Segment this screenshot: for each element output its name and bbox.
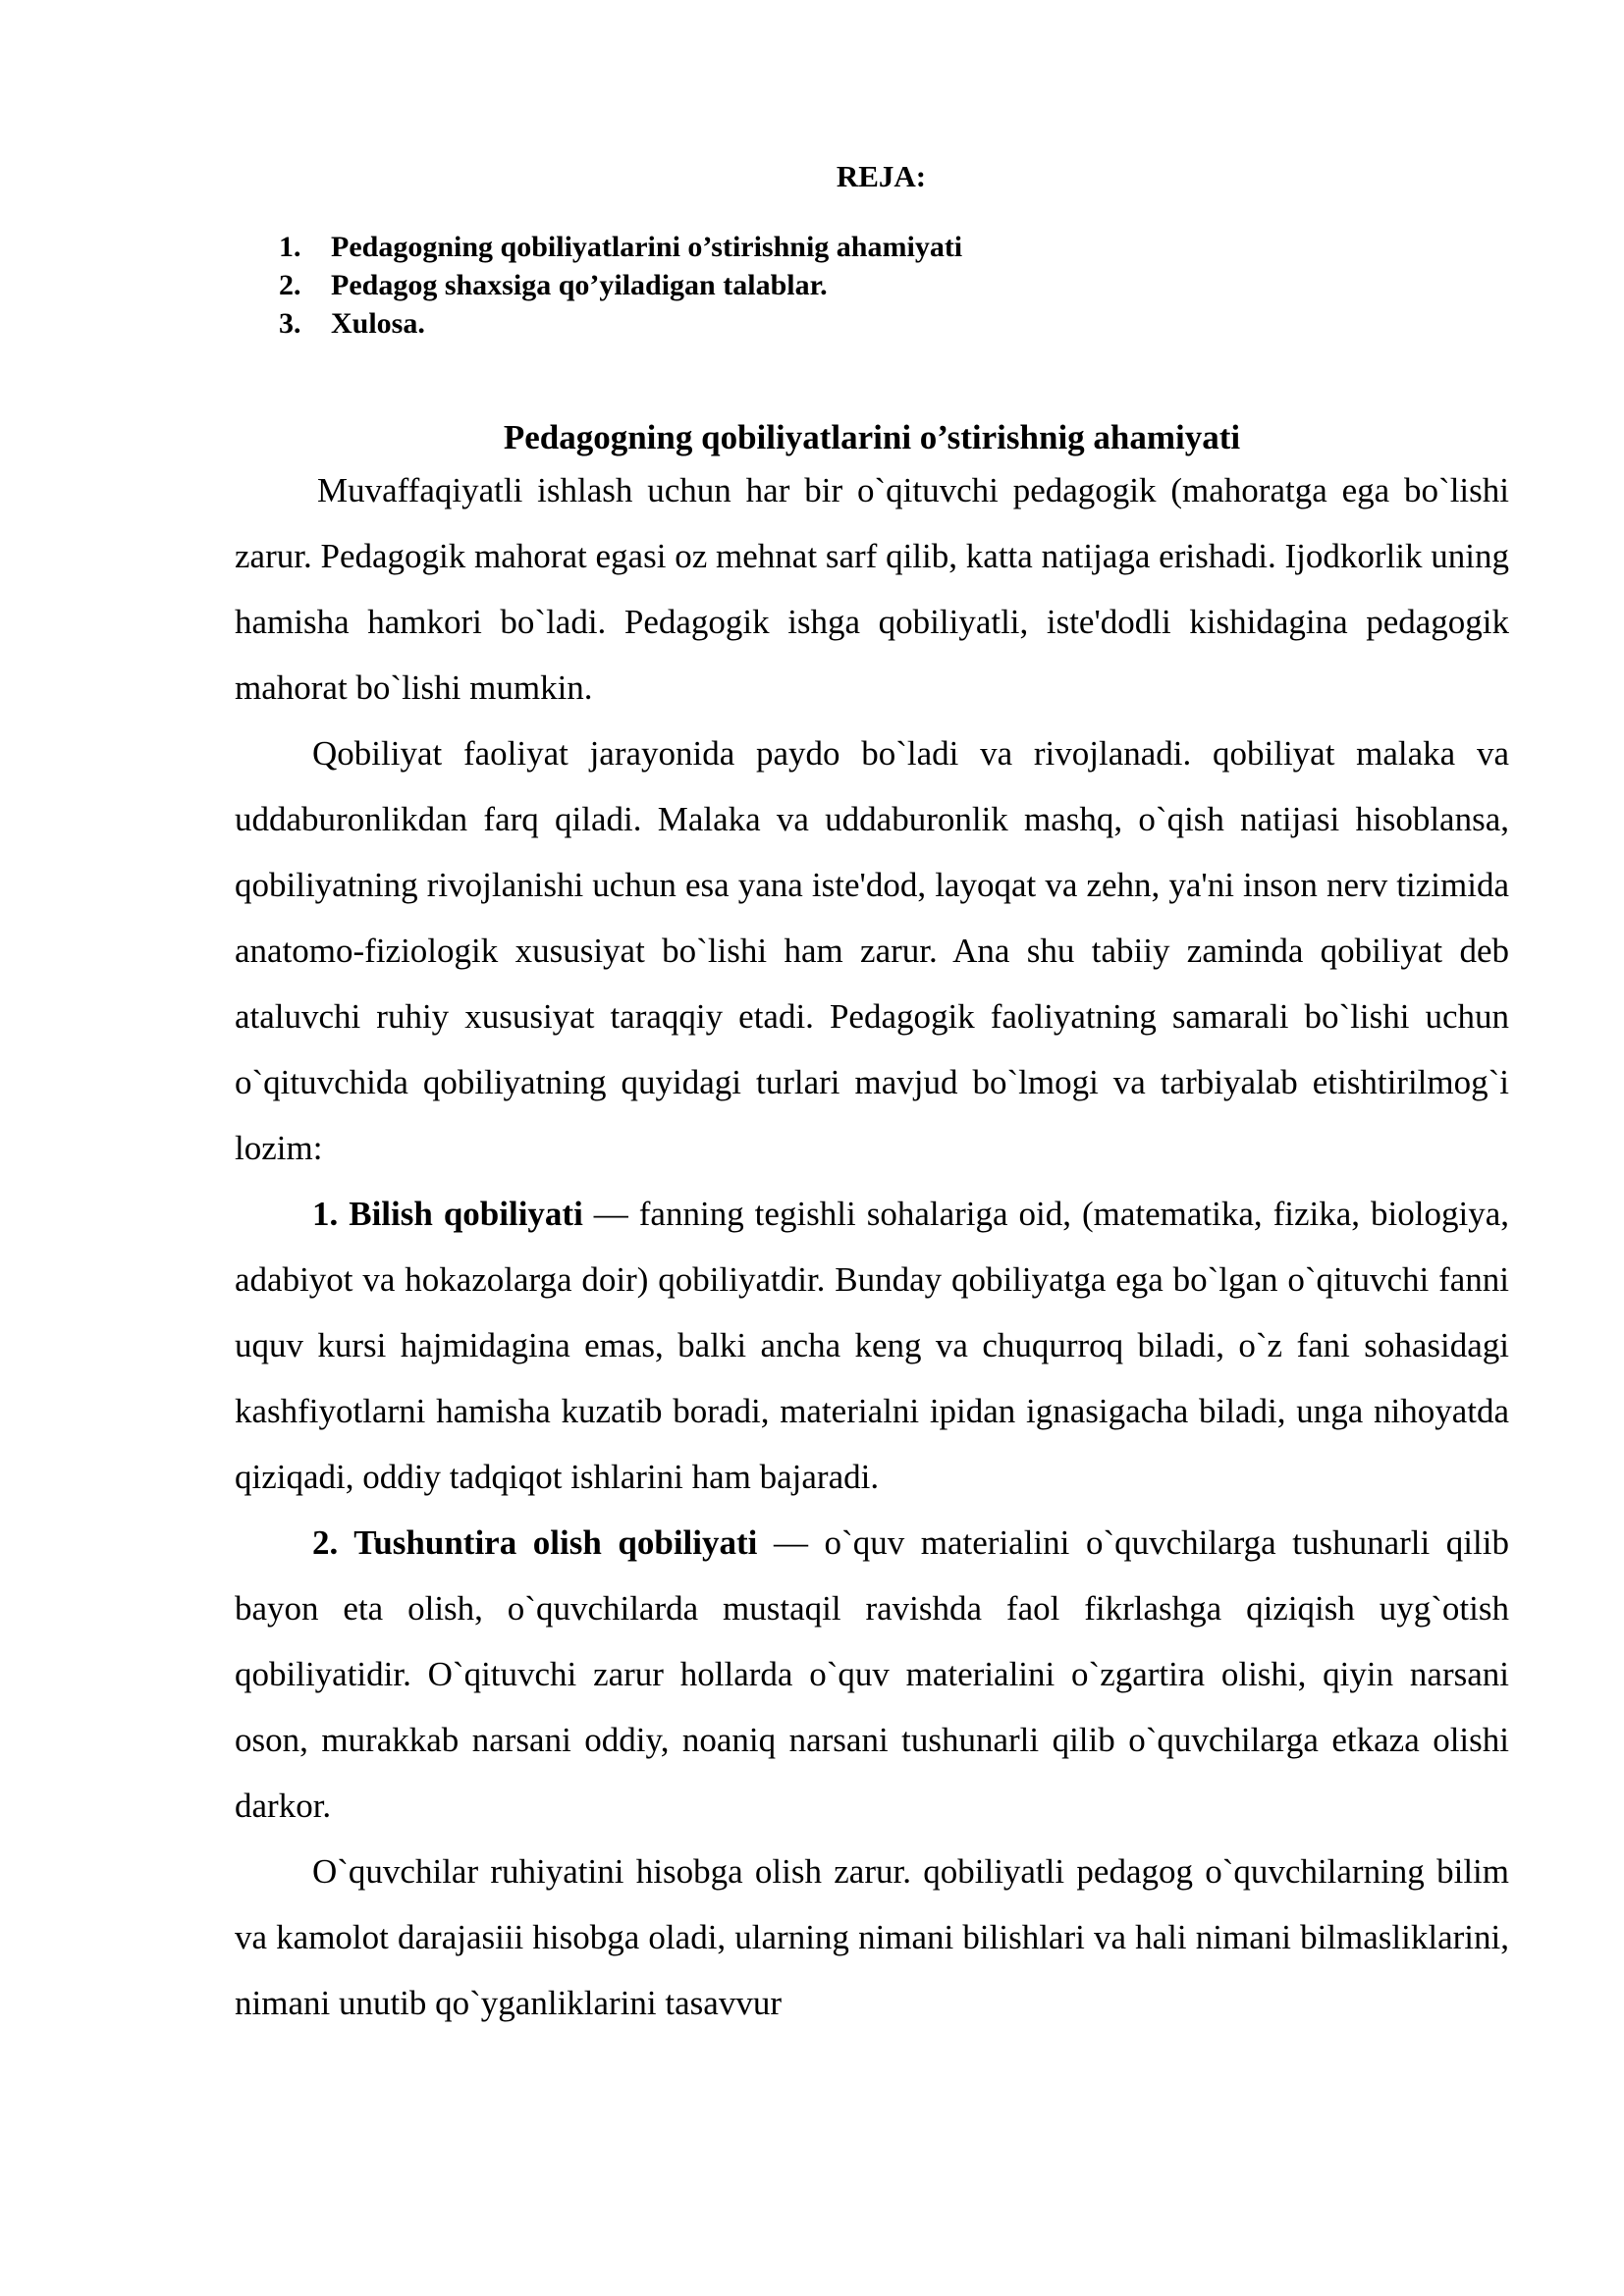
plan-item-text: Pedagog shaxsiga qo’yiladigan talablar. xyxy=(331,269,828,301)
paragraph: Muvaffaqiyatli ishlash uchun har bir o`qituvchi pedagogik (mahoratga ega bo`lishi zarur. Pedagogik mahorat egasi oz mehnat sarf qilib, katta natijaga erishadi. Ijodkorlik uning hamisha hamkori bo`ladi. Pedagogik ishga qobiliyatli, iste'dodli kishidagina pedagogik mahorat bo`lishi mumkin. xyxy=(235,471,1509,707)
paragraph xyxy=(235,1510,1509,1839)
plan-item xyxy=(279,228,962,266)
plan-item-number: 1. xyxy=(279,231,301,263)
plan-item-number: 3. xyxy=(279,307,301,340)
term-tushuntira-olish-qobiliyati: 2. Tushuntira olish qobiliyati xyxy=(312,1523,758,1562)
plan-item xyxy=(279,266,962,304)
body-text xyxy=(235,457,1509,2036)
plan-list xyxy=(279,228,962,343)
plan-item-number: 2. xyxy=(279,269,301,301)
plan-item xyxy=(279,304,962,343)
paragraph-text: — fanning tegishli sohalariga oid, (matematika, fizika, biologiya, adabiyot va hokazolarga doir) qobiliyatdir. Bunday qobiliyatga ega bo`lgan o`qituvchi fanni uquv kursi hajmidagina emas, balki ancha keng va chuqurroq biladi, o`z fani sohasidagi kashfiyotlarni hamisha kuzatib boradi, materialni ipidan ignasigacha biladi, unga nihoyatda qiziqadi, oddiy tadqiqot ishlarini ham bajaradi. xyxy=(235,1195,1509,1496)
paragraph: Qobiliyat faoliyat jarayonida paydo bo`ladi va rivojlanadi. qobiliyat malaka va uddaburonlikdan farq qiladi. Malaka va uddaburonlik mashq, o`qish natijasi hisoblansa, qobiliyatning rivojlanishi uchun esa yana iste'dod, layoqat va zehn, ya'ni inson nerv tizimida anatomo-fiziologik xususiyat bo`lishi ham zarur. Ana shu tabiiy zaminda qobiliyat deb ataluvchi ruhiy xususiyat taraqqiy etadi. Pedagogik faoliyatning samarali bo`lishi uchun o`qituvchida qobiliyatning quyidagi turlari mavjud bo`lmogi va tarbiyalab etishtirilmog`i lozim: xyxy=(235,734,1509,1167)
plan-item-text: Pedagogning qobiliyatlarini o’stirishnig ahamiyati xyxy=(331,231,963,263)
plan-item-text: Xulosa. xyxy=(331,307,425,340)
paragraph xyxy=(235,1181,1509,1510)
paragraph: O`quvchilar ruhiyatini hisobga olish zarur. qobiliyatli pedagog o`quvchilarning bilim va kamolot darajasiii hisobga oladi, ularning nimani bilishlari va hali nimani bilmasliklarini, nimani unutib qo`yganliklarini tasavvur xyxy=(235,1852,1509,2022)
term-bilish-qobiliyati: 1. Bilish qobiliyati xyxy=(312,1195,583,1233)
paragraph-text: — o`quv materialini o`quvchilarga tushunarli qilib bayon eta olish, o`quvchilarda mustaqil ravishda faol fikrlashga qiziqish uyg`otish qobiliyatidir. O`qituvchi zarur hollarda o`quv materialini o`zgartira olishi, qiyin narsani oson, murakkab narsani oddiy, noaniq narsani tushunarli qilib o`quvchilarga etkaza olishi darkor. xyxy=(235,1523,1509,1825)
section-heading: Pedagogning qobiliyatlarini o’stirishnig ahamiyati xyxy=(503,418,1241,456)
plan-title: REJA: xyxy=(836,159,927,193)
